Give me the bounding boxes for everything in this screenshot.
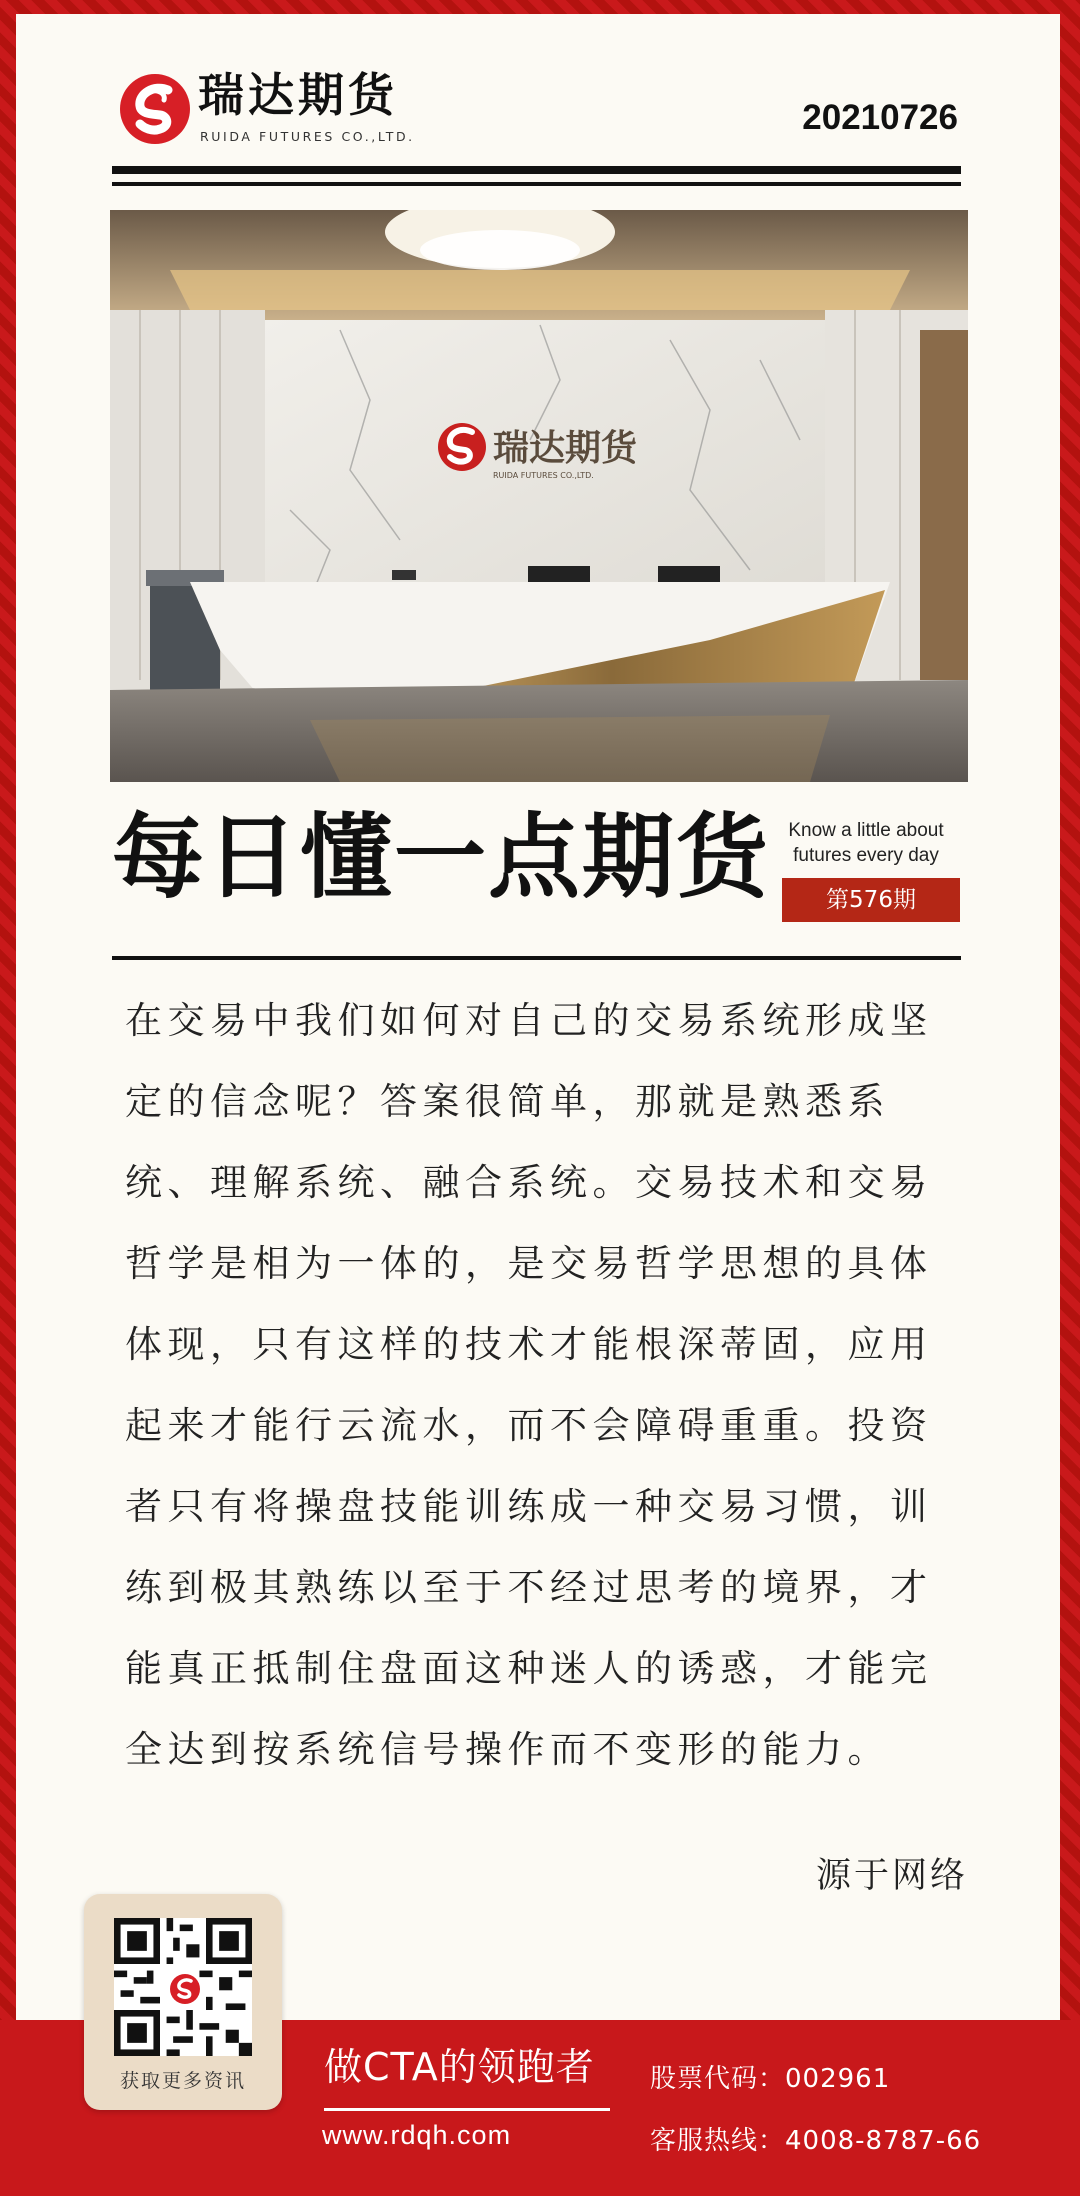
source-note: 源于网络 [815, 1856, 968, 1896]
svg-text:瑞达期货: 瑞达期货 [493, 428, 638, 469]
header-rule-thick [112, 166, 961, 174]
service-hotline[interactable]: 客服热线：4008-8787-66 [650, 2126, 982, 2156]
brand-english-name: RUIDA FUTURES CO.,LTD. [200, 129, 415, 144]
stock-code: 股票代码：002961 [650, 2064, 891, 2094]
title-rule [112, 956, 961, 960]
issue-number-badge: 第576期 [782, 878, 960, 922]
article-body: 在交易中我们如何对自己的交易系统形成坚定的信念呢？答案很简单，那就是熟悉系统、理解系统、融合系统。交易技术和交易哲学是相为一体的，是交易哲学思想的具体体现，只有这样的技术才能根深蒂固，应用起来才能行云流水，而不会障碍重重。投资者只有将操盘技能训练成一种交易习惯，训练到极其熟练以至于不经过思考的境界，才能真正抵制住盘面这种迷人的诱惑，才能完全达到按系统信号操作而不变形的能力。 [125, 999, 933, 1771]
column-title: 每日懂一点期货 [112, 804, 771, 911]
ruida-logo-icon [118, 72, 192, 146]
tagline-line-2: futures every day [793, 845, 939, 866]
slogan: 做CTA的领跑者 [324, 2045, 595, 2089]
tagline-line-1: Know a little about [788, 820, 944, 841]
svg-text:RUIDA FUTURES CO.,LTD.: RUIDA FUTURES CO.,LTD. [493, 471, 594, 480]
issue-date: 20210726 [802, 98, 958, 137]
qr-center-logo-icon [167, 1971, 203, 2007]
qr-caption: 获取更多资讯 [119, 2070, 246, 2092]
qr-code[interactable] [114, 1918, 252, 2056]
header-rule-thin [112, 182, 961, 186]
website-link[interactable]: www.rdqh.com [322, 2120, 512, 2150]
qr-code-card[interactable] [84, 1894, 282, 2110]
english-tagline [776, 818, 956, 868]
brand-name: 瑞达期货 [198, 68, 398, 122]
slogan-underline [324, 2108, 610, 2111]
reception-photo [110, 210, 968, 782]
